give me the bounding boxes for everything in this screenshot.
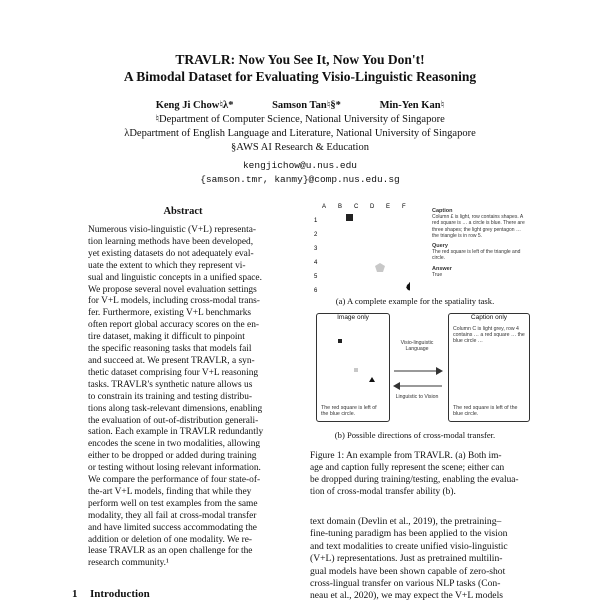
grid-row-label: 2	[314, 232, 318, 238]
authors	[0, 99, 600, 111]
affiliation-3: §AWS AI Research & Education	[231, 142, 369, 153]
body-line: text domain (Devlin et al., 2019), the pretraining–	[310, 516, 502, 527]
abstract-line: yet existing datasets do not adequately eval-	[88, 248, 254, 259]
abstract-line: thetic dataset comprising four V+L reasoning	[88, 367, 259, 378]
caption-only-query: The red square is left of the blue circle.	[453, 404, 518, 417]
author-1: Keng Ji Chow♮λ*	[155, 100, 234, 111]
paper-title-line2: A Bimodal Dataset for Evaluating Visio-Linguistic Reasoning	[123, 69, 477, 84]
abstract-line: to constrain its training and testing distribu-	[88, 391, 253, 402]
right-column-body	[310, 516, 534, 603]
abstract-line: the specific reasoning tasks that models fail	[88, 344, 252, 355]
grid-row-label: 1	[314, 218, 318, 224]
abstract-line: research community.¹	[88, 558, 169, 569]
body-line: (V+L) representations. Just as pretrained multilin-	[310, 553, 503, 565]
abstract-line: encodes the scene in two modalities, allowing	[88, 439, 261, 450]
grid-row-label: 4	[314, 260, 318, 266]
circle-shape	[407, 284, 411, 291]
abstract-line: tire dataset, making it difficult to pinpoint	[88, 332, 245, 343]
figure-caption-line: Figure 1: An example from TRAVLR. (a) Both im-	[310, 451, 502, 461]
image-only-panel	[316, 313, 390, 422]
body-line: and text modalities to create unified visio-linguistic	[310, 540, 508, 552]
grid-row-label: 6	[314, 288, 318, 294]
body-line: cross-lingual transfer on various NLP tasks (Con-	[310, 578, 501, 590]
figure-1a	[300, 200, 530, 295]
abstract-line: and have limited success accommodating the	[88, 522, 257, 533]
grid-col-label: F	[402, 204, 406, 210]
image-only-label: Image only	[337, 314, 369, 321]
subcaption-a: (a) A complete example for the spatiality task.	[335, 296, 495, 306]
email-2: {samson.tmr, kanmy}@comp.nus.edu.sg	[200, 174, 400, 185]
body-line: neau et al., 2020), we may expect the V+L models	[310, 590, 503, 602]
abstract-line: tions along task-relevant dimensions, enabling	[88, 403, 263, 414]
abstract-line: lease TRAVLR as an open challenge for the	[88, 546, 253, 557]
abstract-line: We compare the performance of four state-of-	[88, 475, 261, 486]
abstract-line: uate the extent to which they represent vi-	[88, 260, 246, 271]
figure-caption-line: age and caption fully represent the scene; either can	[310, 463, 505, 473]
grid-row-label: 3	[314, 246, 318, 252]
mini-grey-shape	[354, 368, 358, 372]
author-2: Samson Tan♮§*	[272, 100, 341, 111]
abstract-text	[88, 225, 278, 570]
abstract-line: either to be dropped or added during training	[88, 451, 257, 462]
abstract-line: and succeed at. We present TRAVLR, a syn-	[88, 355, 255, 366]
grid-col-label: A	[322, 204, 327, 210]
body-line: fine-tuning paradigm has been applied to the vision	[310, 528, 508, 540]
abstract-line: tasks. TRAVLR's synthetic nature allows us	[88, 379, 253, 390]
email-1: kengjichow@u.nus.edu	[242, 160, 358, 171]
caption-only-label: Caption only	[470, 314, 508, 321]
caption-panel	[432, 208, 527, 278]
spatial-grid	[300, 200, 410, 295]
caption-only-text: Column C is light grey, row 4 contains … a red square … the blue circle …	[453, 326, 525, 345]
abstract-line: modality, they all fail at cross-modal transfer	[88, 510, 257, 521]
paper-title-line1: TRAVLR: Now You See It, Now You Don't!	[175, 52, 425, 67]
abstract-line: We propose several novel evaluation settings	[88, 284, 257, 295]
abstract-line: or testing without losing relevant information.	[88, 463, 261, 474]
answer-text: True	[432, 271, 443, 278]
abstract-line: fer. Furthermore, existing V+L benchmarks	[88, 308, 252, 319]
caption-text: Column £ is light, row contains shapes. A red square is … a circle is blue. There are three shapes; the light grey pentagon … the triangle is in row 5.	[432, 214, 525, 239]
grid-col-label: B	[338, 204, 343, 210]
body-line: gual models have been shown capable of zero-shot	[310, 565, 506, 577]
section-number: 1	[72, 588, 78, 600]
grid-col-label: E	[386, 204, 391, 210]
mini-triangle	[369, 377, 375, 382]
grid-col-label: D	[370, 204, 375, 210]
left-arrow-icon	[392, 381, 444, 391]
arrow-bottom-label: Linguistic to Vision	[395, 394, 439, 400]
affiliation-2: λDepartment of English Language and Literature, National University of Singapore	[124, 128, 476, 139]
abstract-line: for V+L models, including cross-modal trans-	[88, 296, 260, 307]
author-3: Min-Yen Kan♮	[379, 100, 445, 111]
abstract-line: tion learning methods have been developed,	[88, 236, 254, 247]
abstract-line: Numerous visio-linguistic (V+L) representa-	[88, 225, 257, 235]
answer-label: Answer	[432, 265, 452, 272]
query-label: Query	[432, 243, 448, 250]
grey-pentagon-shape	[375, 263, 385, 272]
right-arrow-icon	[392, 366, 444, 376]
subcaption-b: (b) Possible directions of cross-modal transfer.	[334, 430, 496, 440]
abstract-line: the evaluation of out-of-distribution generali-	[88, 415, 259, 426]
abstract-line: perform well on test examples from the same	[88, 498, 258, 509]
abstract-line: the-art V+L models, finding that while they	[88, 486, 252, 497]
abstract-heading: Abstract	[163, 206, 203, 217]
grid-col-label: C	[354, 204, 359, 210]
abstract-line: addition or deletion of one modality. We re-	[88, 534, 253, 545]
red-square-shape	[346, 214, 353, 221]
mini-red-square	[338, 339, 342, 343]
abstract-line: sual and linguistic concepts in a unified space.	[88, 272, 262, 283]
image-only-query: The red square is left of the blue circle.	[321, 404, 377, 417]
caption-label: Caption	[432, 208, 453, 214]
image-only-scene	[317, 324, 389, 394]
affiliation-1: ♮Department of Computer Science, National University of Singapore	[155, 114, 445, 125]
figure-caption	[310, 450, 534, 498]
query-text: The red square is left of the triangle and circle.	[432, 249, 521, 262]
arrow-top-label: Visio-linguistic Language	[400, 340, 434, 352]
figure-caption-line: tion of cross-modal transfer ability (b).	[310, 487, 456, 497]
abstract-line: sation. Each example in TRAVLR redundantly	[88, 427, 264, 438]
abstract-line: often report global accuracy scores on the en-	[88, 320, 260, 331]
caption-only-panel	[448, 313, 530, 422]
grid-row-label: 5	[314, 274, 318, 280]
figure-caption-line: be dropped during training/testing, enabling the evalua-	[310, 475, 519, 485]
section-title: Introduction	[90, 588, 150, 600]
